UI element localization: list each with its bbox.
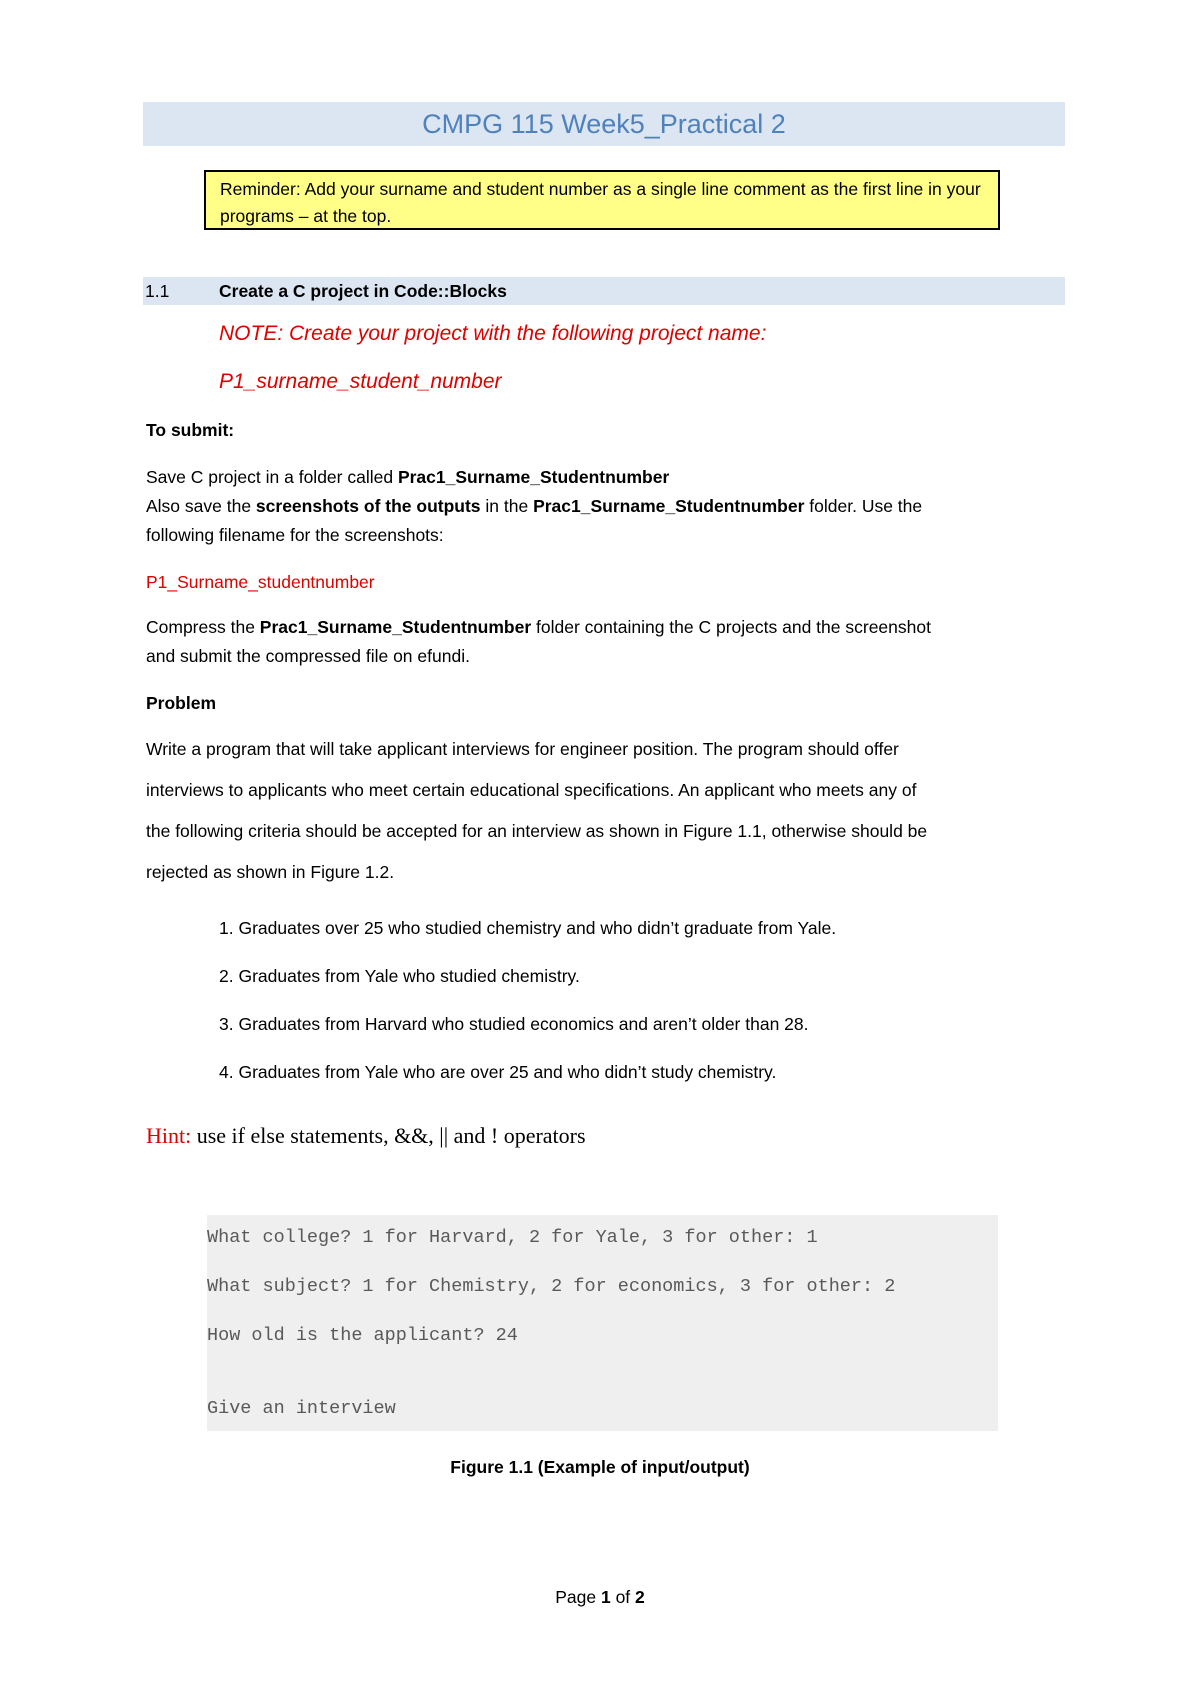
footer-text: of	[610, 1587, 636, 1607]
document-title: CMPG 115 Week5_Practical 2	[143, 102, 1065, 146]
criteria-item: 3. Graduates from Harvard who studied economics and aren’t older than 28.	[219, 1014, 809, 1034]
section-title: Create a C project in Code::Blocks	[219, 281, 507, 301]
console-output-example	[207, 1215, 998, 1431]
section-heading	[143, 277, 1065, 305]
note-line-1: NOTE: Create your project with the following project name:	[219, 322, 767, 345]
submit-text: in the	[480, 496, 534, 516]
problem-line: Write a program that will take applicant interviews for engineer position. The program should offer	[146, 739, 899, 759]
compress-text: Compress the	[146, 617, 260, 637]
compress-paragraph-line-2: and submit the compressed file on efundi.	[146, 646, 470, 666]
submit-paragraph-line-3: following filename for the screenshots:	[146, 525, 444, 545]
problem-line: rejected as shown in Figure 1.2.	[146, 862, 395, 882]
section-number: 1.1	[145, 281, 170, 301]
submit-text: Also save the	[146, 496, 256, 516]
submit-text: Save C project in a folder called	[146, 467, 398, 487]
screenshot-filename: P1_Surname_studentnumber	[146, 572, 375, 592]
console-line: Give an interview	[207, 1398, 396, 1419]
console-line: How old is the applicant? 24	[207, 1325, 518, 1346]
note-line-2: P1_surname_student_number	[219, 370, 502, 393]
submit-text: folder. Use the	[804, 496, 923, 516]
hint-text: use if else statements, &&, || and ! operators	[191, 1123, 586, 1148]
total-page-count: 2	[635, 1587, 645, 1607]
compress-text: folder containing the C projects and the screenshot	[531, 617, 931, 637]
console-line: What subject? 1 for Chemistry, 2 for economics, 3 for other: 2	[207, 1276, 896, 1297]
problem-line: the following criteria should be accepted for an interview as shown in Figure 1.1, otherwise should be	[146, 821, 928, 841]
folder-name: Prac1_Surname_Studentnumber	[533, 496, 805, 516]
problem-label: Problem	[146, 693, 217, 713]
reminder-box: Reminder: Add your surname and student number as a single line comment as the first line in your programs – at the top.	[204, 170, 1000, 230]
current-page-number: 1	[600, 1587, 611, 1607]
folder-name: Prac1_Surname_Studentnumber	[259, 617, 532, 637]
hint-label: Hint:	[146, 1123, 192, 1148]
folder-name: Prac1_Surname_Studentnumber	[397, 467, 670, 487]
page-footer	[0, 1587, 1200, 1608]
criteria-item: 1. Graduates over 25 who studied chemistry and who didn’t graduate from Yale.	[219, 918, 837, 938]
submit-paragraph-line-2	[146, 492, 922, 521]
console-line: What college? 1 for Harvard, 2 for Yale, 3 for other: 1	[207, 1227, 818, 1248]
criteria-item: 4. Graduates from Yale who are over 25 and who didn’t study chemistry.	[219, 1062, 777, 1082]
screenshots-emphasis: screenshots of the outputs	[255, 496, 481, 516]
criteria-item: 2. Graduates from Yale who studied chemistry.	[219, 966, 580, 986]
footer-text: Page	[555, 1587, 601, 1607]
problem-line: interviews to applicants who meet certain educational specifications. An applicant who meets any of	[146, 780, 917, 800]
figure-caption: Figure 1.1 (Example of input/output)	[450, 1457, 750, 1477]
submit-paragraph-line-1	[146, 463, 669, 492]
hint-line	[146, 1123, 586, 1149]
compress-paragraph-line-1	[146, 613, 931, 642]
to-submit-label: To submit:	[146, 420, 235, 440]
